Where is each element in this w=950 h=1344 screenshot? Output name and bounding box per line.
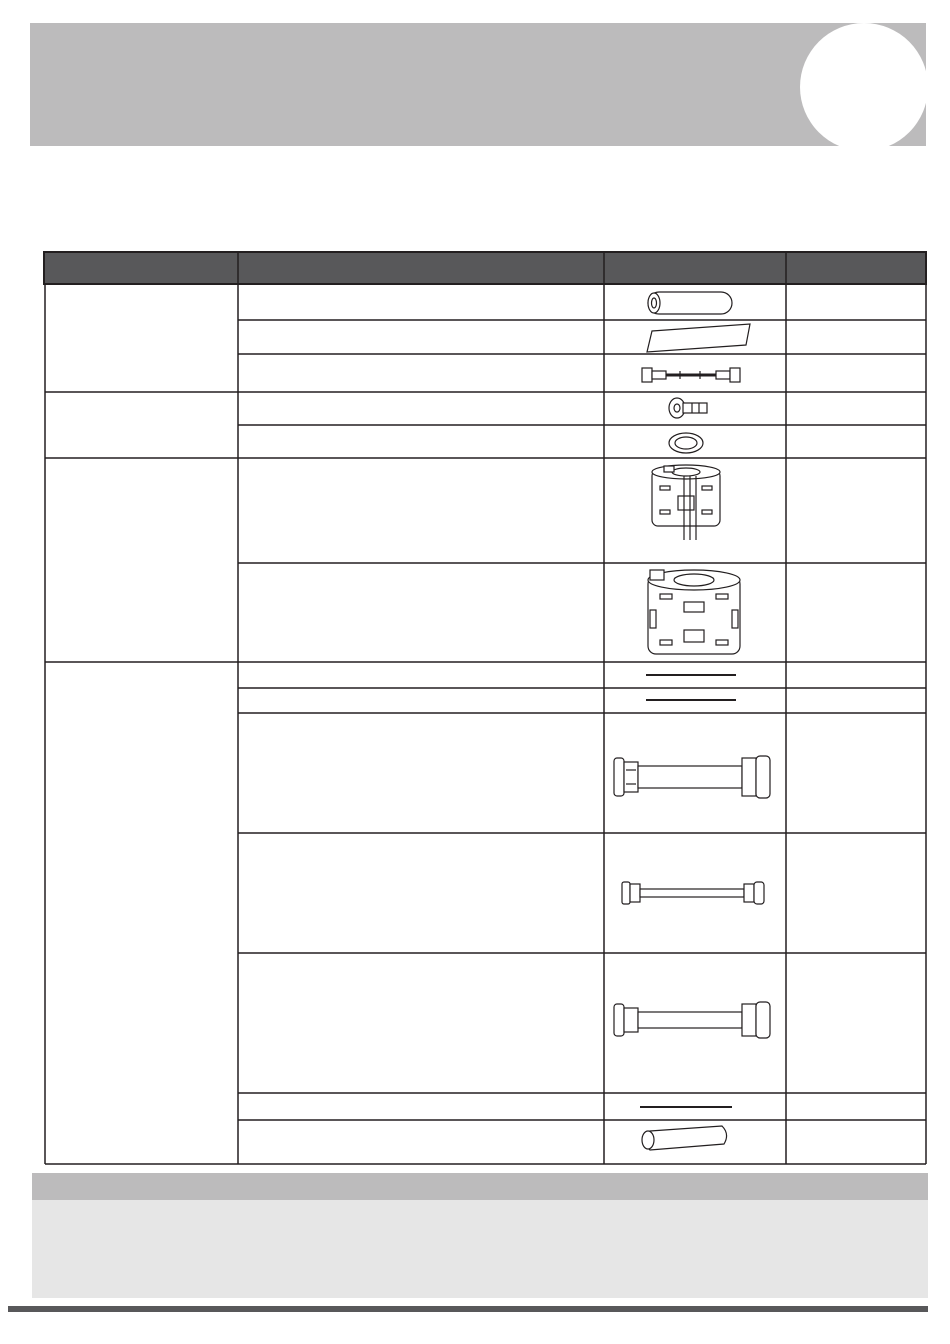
drain-hose-assembly-icon (642, 368, 740, 382)
note-body (32, 1200, 928, 1298)
note-header (32, 1173, 928, 1200)
magnetic-ring-small-icon (652, 465, 720, 540)
table-header-col3 (604, 252, 786, 284)
footer-rule (8, 1306, 928, 1312)
table-header-col2 (238, 252, 604, 284)
table-grid-lines (45, 284, 926, 1164)
rubber-seal-ring-icon (669, 433, 703, 453)
insulation-sleeve-icon (642, 1126, 727, 1150)
table-header-col1 (45, 252, 238, 284)
table-row-qty (792, 284, 922, 320)
table-row-qty (792, 320, 922, 354)
table-header-col4 (786, 252, 926, 284)
table-row-item (244, 320, 600, 354)
table-row-qty (792, 354, 922, 392)
table-row-item (244, 284, 600, 320)
connecting-pipe-medium-icon (614, 1002, 770, 1038)
insulation-tape-strip-icon (647, 324, 750, 352)
magnetic-ring-large-icon (648, 570, 740, 654)
table-row-item (244, 354, 600, 392)
connecting-pipe-large-icon (614, 756, 770, 798)
drain-joint-icon (669, 398, 707, 418)
connecting-pipe-small-icon (622, 882, 764, 904)
pipe-insulation-tube-icon (648, 292, 732, 314)
